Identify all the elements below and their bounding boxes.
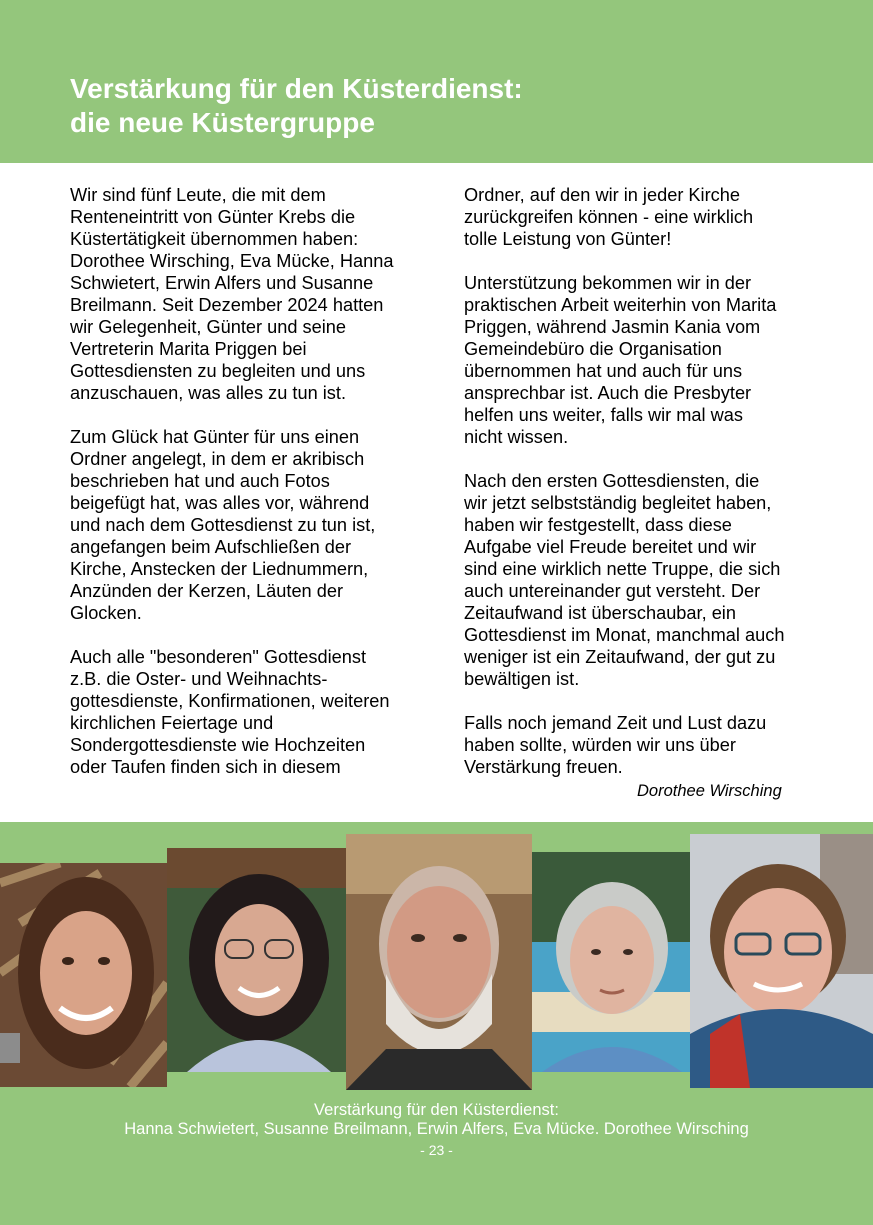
article-left-column [70,184,440,800]
page-number: - 23 - [420,1142,453,1158]
portrait-photo-1 [0,863,167,1087]
portrait-photo-3 [346,834,532,1090]
paragraph: Nach den ersten Gottesdiensten, die wir jetzt selbstständig begleitet haben, haben wir festgestellt, dass diese Aufgabe viel Freude bereitet und wir sind eine wirklich nette Truppe, die sich auch untereinander gut versteht. Der Zeitaufwand ist überschaubar, ein Gottesdienst im Monat, manchmal auch weniger ist ein Zeitaufwand, der gut zu bewältigen ist. [464,471,785,689]
photo-caption-names: Hanna Schwietert, Susanne Breilmann, Erwin Alfers, Eva Mücke. Dorothee Wirsching [124,1120,749,1138]
author-signature: Dorothee Wirsching [637,782,782,800]
header-banner [0,0,873,163]
photo-caption-title: Verstärkung für den Küsterdienst: [314,1101,559,1119]
paragraph: Falls noch jemand Zeit und Lust dazu haben sollte, würden wir uns über Verstärkung freuen. [464,713,767,777]
paragraph: Ordner, auf den wir in jeder Kirche zurückgreifen können - eine wirklich tolle Leistung von Günter! [464,185,754,249]
page-title [70,72,523,140]
paragraph: Wir sind fünf Leute, die mit dem Renteneintritt von Günter Krebs die Küstertätigkeit übernommen haben: Dorothee Wirsching, Eva Mücke, Hanna Schwietert, Erwin Alfers und Susanne Breilmann. Seit Dezember 2024 hatten wir Gelegenheit, Günter und seine Vertreterin Marita Priggen bei Gottesdiensten zu begleiten und uns anzuschauen, was alles zu tun ist. [70,185,394,403]
portrait-photo-2 [167,848,346,1072]
paragraph: Zum Glück hat Günter für uns einen Ordner angelegt, in dem er akribisch beschrieben hat und auch Fotos beigefügt hat, was alles vor, während und nach dem Gottesdienst zu tun ist, angefangen beim Aufschließen der Kirche, Anstecken der Liednummern, Anzünden der Kerzen, Läuten der Glocken. [70,427,376,623]
paragraph: Unterstützung bekommen wir in der praktischen Arbeit weiterhin von Marita Priggen, während Jasmin Kania vom Gemeindebüro die Organisation übernommen hat und auch für uns ansprechbar ist. Auch die Presbyter helfen uns weiter, falls wir mal was nicht wissen. [464,273,777,447]
title-line-2: die neue Küstergruppe [70,107,375,138]
portrait-photo-5 [690,834,873,1088]
portrait-photo-4 [532,852,690,1072]
paragraph: Auch alle "besonderen" Gottesdienst z.B. die Oster- und Weihnachts- gottesdienste, Konfirmationen, weiteren kirchlichen Feiertage und Sondergottesdienste wie Hochzeiten oder Taufen finden sich in diesem [70,647,390,777]
article-right-column [464,184,864,800]
title-line-1: Verstärkung für den Küsterdienst: [70,73,523,104]
